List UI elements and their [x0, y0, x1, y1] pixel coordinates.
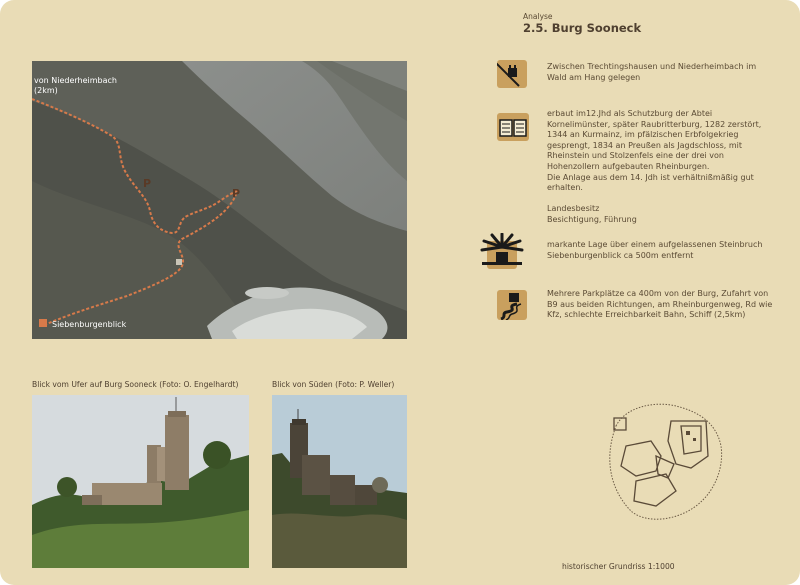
page-title: 2.5. Burg Sooneck — [523, 21, 642, 35]
photo-caption-south: Blick von Süden (Foto: P. Weller) — [272, 380, 395, 389]
map-label-start: von Niederheimbach (2km) — [34, 76, 117, 95]
aerial-map[interactable] — [32, 61, 407, 339]
photo-caption-shore: Blick vom Ufer auf Burg Sooneck (Foto: O. Engelhardt) — [32, 380, 239, 389]
info-history-text: erbaut im12.Jhd als Schutzburg der Abtei Kornelimünster, später Raubritterburg, 1282 zerstört, 1344 an Kurmainz, im pfälzischen Erbfolgekrieg gesprengt, 1834 an Preußen als Jagdschloss, mit Rheinstein und Stolzenfels eine der drei von Hohenzollern aufgebauten Rheinburgen. Die Anlage aus dem 14. Jdh ist verhältnißmäßig gut erhalten. Landesbesitz Besichtigung, Führung — [547, 109, 762, 224]
info-access-text: Mehrere Parkplätze ca 400m von der Burg, Zufahrt von B9 aus beiden Richtungen, am Rheinburgenweg, Rd wie Kfz, schlechte Erreichbarkeit Bahn, Schiff (2,5km) — [547, 289, 773, 320]
photo-shore[interactable] — [32, 395, 249, 568]
info-view-text: markante Lage über einem aufgelassenen Steinbruch Siebenburgenblick ca 500m entfernt — [547, 240, 763, 260]
floorplan-drawing[interactable] — [596, 396, 726, 526]
floorplan-outline — [596, 396, 726, 526]
info-location-text: Zwischen Trechtingshausen und Niederheimbach im Wald am Hang gelegen — [547, 62, 757, 82]
map-label-end: Siebenburgenblick — [52, 320, 127, 329]
hillside-location-icon — [497, 60, 527, 88]
radiant-view-icon — [480, 233, 524, 269]
section-kicker: Analyse — [523, 12, 553, 21]
floorplan-caption: historischer Grundriss 1:1000 — [562, 562, 675, 571]
castle-photo-image — [32, 395, 249, 568]
parking-marker-2[interactable]: P — [232, 187, 241, 200]
castle-south-image — [272, 395, 407, 568]
parking-marker-1[interactable]: P — [143, 177, 152, 190]
open-book-icon — [497, 113, 527, 141]
winding-road-icon — [497, 290, 527, 318]
photo-south[interactable] — [272, 395, 407, 568]
map-graphic — [32, 61, 407, 339]
